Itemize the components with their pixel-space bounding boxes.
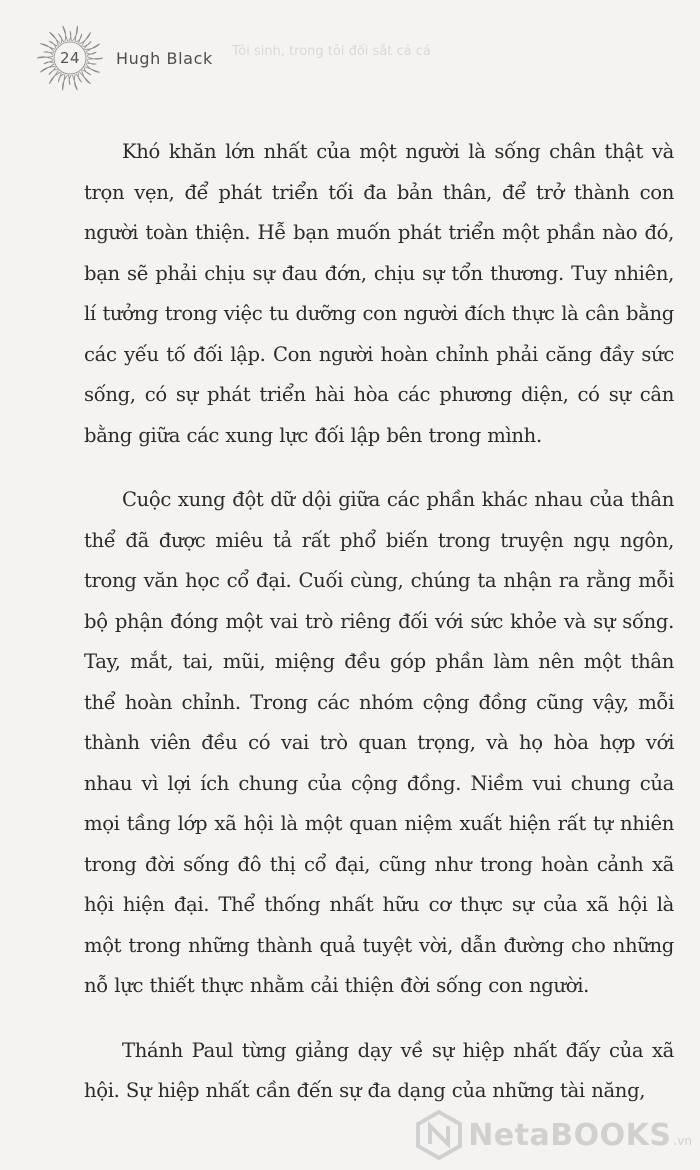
paragraph-3: Thánh Paul từng giảng dạy về sự hiệp nhất đấy của xã hội. Sự hiệp nhất cần đến sự đa dạng của những tài năng, (84, 1038, 674, 1102)
bleed-through-text: Tôi sinh, trong tôi đối sắt cả cá (232, 44, 431, 59)
paragraph-1: Khó khăn lớn nhất của một người là sống chân thật và trọn vẹn, để phát triển tối đa bản thân, để trở thành con người toàn thiện. Hễ bạn muốn phát triển một phần nào đó, bạn sẽ phải chịu sự đau đớn, chịu sự tổn thương. Tuy nhiên, lí tưởng trong việc tu dưỡng con người đích thực là cân bằng các yếu tố đối lập. Con người hoàn chỉnh phải căng đầy sức sống, có sự phát triển hài hòa các phương diện, có sự cân bằng giữa các xung lực đối lập bên trong mình. (84, 140, 674, 447)
page-number: 24 (59, 49, 81, 67)
paragraph-2: Cuộc xung đột dữ dội giữa các phần khác nhau của thân thể đã được miêu tả rất phổ biến trong truyện ngụ ngôn, trong văn học cổ đại. Cuối cùng, chúng ta nhận ra rằng mỗi bộ phận đóng một vai trò riêng đối với sức khỏe và sự sống. Tay, mắt, tai, mũi, miệng đều góp phần làm nên một thân thể hoàn chỉnh. Trong các nhóm cộng đồng cũng vậy, mỗi thành viên đều có vai trò quan trọng, và họ hòa hợp với nhau vì lợi ích chung của cộng đồng. Niềm vui chung của mọi tầng lớp xã hội là một quan niệm xuất hiện rất tự nhiên trong đời sống đô thị cổ đại, cũng như trong hoàn cảnh xã hội hiện đại. Thể thống nhất hữu cơ thực sự của xã hội là một trong những thành quả tuyệt vời, dẫn đường cho những nỗ lực thiết thực nhằm cải thiện đời sống con người. (84, 488, 674, 997)
running-head-author: Hugh Black (116, 48, 213, 68)
watermark-brand: NetaBOOKS (468, 1117, 672, 1153)
page-number-badge (36, 24, 104, 92)
watermark-suffix: .vn (673, 1134, 692, 1148)
watermark (416, 1110, 692, 1160)
netabooks-logo-icon (416, 1110, 462, 1160)
body-text (84, 132, 674, 1136)
page-header (36, 24, 213, 92)
